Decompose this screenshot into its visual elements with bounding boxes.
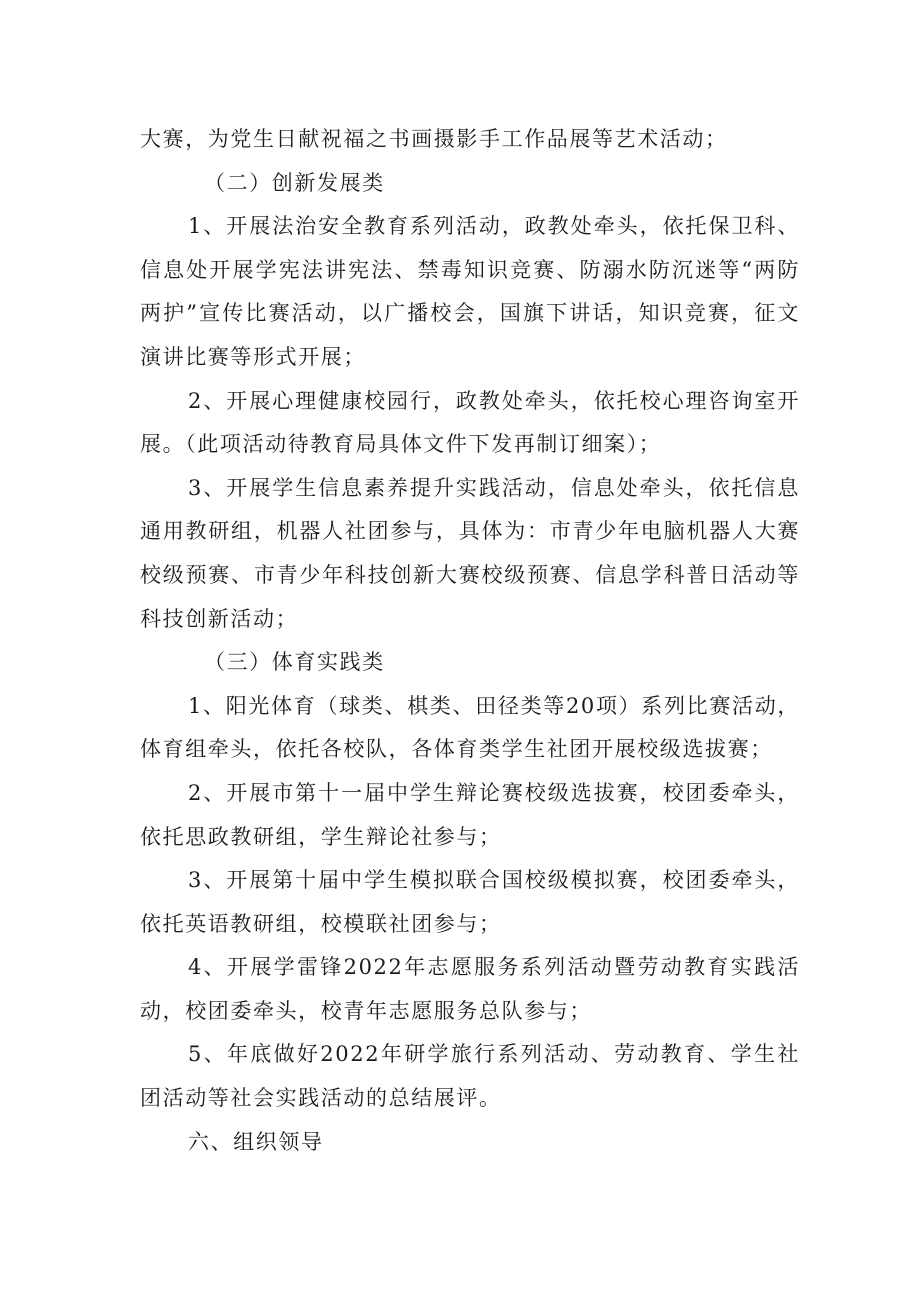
paragraph-continuation: 大赛，为党生日献祝福之书画摄影手工作品展等艺术活动； [140, 127, 728, 151]
paragraph-item: 4、开展学雷锋2022年志愿服务系列活动暨劳动教育实践活动，校团委牵头，校青年志愿服务总队参与； [140, 955, 800, 1023]
paragraph-item: 1、阳光体育（球类、棋类、田径类等20项）系列比赛活动，体育组牵头，依托各校队，各体育类学生社团开展校级选拔赛； [140, 693, 800, 762]
paragraph-item: 1、开展法治安全教育系列活动，政教处牵头，依托保卫科、信息处开展学宪法讲宪法、禁毒知识竞赛、防溺水防沉迷等“两防两护”宣传比赛活动，以广播校会，国旗下讲话，知识竞赛，征文演讲比赛等形式开展； [140, 214, 800, 369]
paragraph-item: 2、开展市第十一届中学生辩论赛校级选拔赛，校团委牵头，依托思政教研组，学生辩论社参与； [140, 780, 800, 849]
document-body [140, 118, 800, 1164]
paragraph-item: 3、开展第十届中学生模拟联合国校级模拟赛，校团委牵头，依托英语教研组，校模联社团参与； [140, 868, 800, 936]
paragraph-item: 3、开展学生信息素养提升实践活动，信息处牵头，依托信息通用教研组，机器人社团参与，具体为：市青少年电脑机器人大赛校级预赛、市青少年科技创新大赛校级预赛、信息学科普日活动等科技创新活动； [140, 475, 800, 631]
section-heading-innovation: （二）创新发展类 [204, 170, 385, 195]
paragraph-item: 5、年底做好2022年研学旅行系列活动、劳动教育、学生社团活动等社会实践活动的总结展评。 [140, 1042, 800, 1111]
paragraph-item: 2、开展心理健康校园行，政教处牵头，依托校心理咨询室开展。（此项活动待教育局具体文件下发再制订细案）； [140, 388, 800, 457]
section-heading-sports: （三）体育实践类 [204, 650, 385, 675]
section-heading-organization: 六、组织领导 [188, 1129, 324, 1154]
